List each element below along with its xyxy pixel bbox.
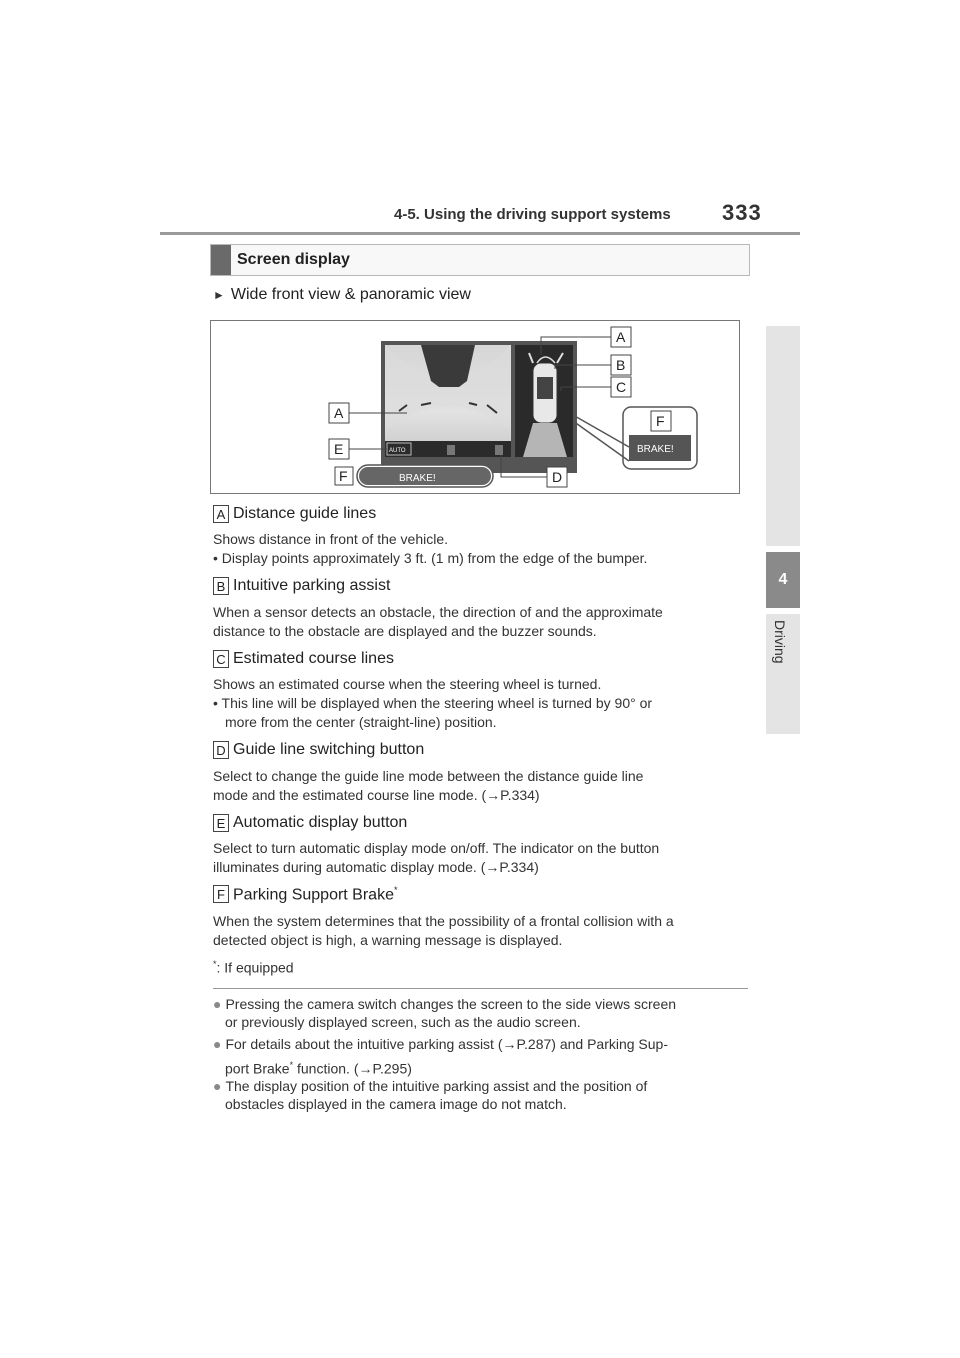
item-body-d-2: mode and the estimated course line mode. (→P.334) <box>213 787 540 803</box>
note-3-line-1: The display position of the intuitive parking assist and the position of <box>225 1078 648 1094</box>
callout-d: D <box>552 469 563 485</box>
item-body-a: Shows distance in front of the vehicle. <box>213 531 449 547</box>
callout-c: C <box>616 379 627 395</box>
note-1 <box>213 995 753 1031</box>
brake-label-bottom: BRAKE! <box>399 473 436 484</box>
item-title-f-wrap <box>233 885 398 904</box>
camera-screen-illustration <box>211 321 739 493</box>
chapter-label: Driving <box>772 620 788 664</box>
callout-e: E <box>334 441 344 457</box>
callout-a-top: A <box>616 329 626 345</box>
camera-screen-figure <box>210 320 740 494</box>
note-2-asterisk: * <box>289 1060 294 1070</box>
view-title-text: Wide front view & panoramic view <box>230 286 471 303</box>
footnote-text: : If equipped <box>216 959 294 976</box>
item-badge-c: C <box>213 650 229 668</box>
callout-f-bottom: F <box>339 468 348 484</box>
asterisk-f: * <box>393 885 398 895</box>
note-2-line-2a: port Brake <box>225 1060 290 1077</box>
item-title-d: Guide line switching button <box>233 741 425 758</box>
item-badge-b: B <box>213 577 229 595</box>
view-title <box>213 286 471 304</box>
footnote <box>213 955 294 978</box>
item-bullet-c-1: • This line will be displayed when the steering wheel is turned by 90° or <box>213 695 653 711</box>
guide-switch-button <box>495 445 503 455</box>
callout-b: B <box>616 357 626 373</box>
section-title-box <box>210 244 750 276</box>
item-body-b-2: distance to the obstacle are displayed and the buzzer sounds. <box>213 623 597 639</box>
arrow-right-icon: ► <box>213 288 225 302</box>
header-divider <box>160 232 800 235</box>
note-1-line-2: or previously displayed screen, such as the audio screen. <box>225 1014 581 1030</box>
item-title-f: Parking Support Brake <box>233 886 394 904</box>
view-icon-1 <box>447 445 455 455</box>
page-number: 333 <box>722 200 762 225</box>
note-bullet-2: ● <box>213 1036 222 1052</box>
brake-label-right: BRAKE! <box>637 444 674 455</box>
item-bullet-c-2: more from the center (straight-line) position. <box>225 714 497 730</box>
item-title-c: Estimated course lines <box>233 650 394 667</box>
section-title: Screen display <box>237 251 350 268</box>
footnote-asterisk: * <box>213 959 217 969</box>
section-header: 4-5. Using the driving support systems <box>394 206 671 223</box>
note-3 <box>213 1077 753 1113</box>
item-body-f-1: When the system determines that the possibility of a frontal collision with a <box>213 913 674 929</box>
note-2 <box>213 1035 753 1078</box>
callout-f-right: F <box>656 413 665 429</box>
note-bullet-1: ● <box>213 996 222 1012</box>
item-body-c: Shows an estimated course when the steering wheel is turned. <box>213 676 602 692</box>
item-bullet-a: • Display points approximately 3 ft. (1 m) from the edge of the bumper. <box>213 550 648 566</box>
notes-divider <box>213 988 748 989</box>
item-body-f-2: detected object is high, a warning message is displayed. <box>213 932 563 948</box>
item-badge-a: A <box>213 505 229 523</box>
note-1-line-1: Pressing the camera switch changes the screen to the side views screen <box>225 996 677 1012</box>
auto-label: AUTO <box>389 448 406 454</box>
item-title-b: Intuitive parking assist <box>233 577 391 594</box>
item-title-e: Automatic display button <box>233 814 408 831</box>
note-2-line-1: For details about the intuitive parking assist (→P.287) and Parking Sup- <box>225 1036 669 1052</box>
item-badge-d: D <box>213 741 229 759</box>
item-title-a: Distance guide lines <box>233 505 377 522</box>
callout-a-left: A <box>334 405 344 421</box>
note-bullet-3: ● <box>213 1078 222 1094</box>
note-2-line-2b: function. (→P.295) <box>293 1060 412 1077</box>
section-title-bar <box>211 245 231 275</box>
item-body-b-1: When a sensor detects an obstacle, the direction of and the approximate <box>213 604 663 620</box>
side-tab-strip <box>766 326 800 546</box>
item-body-d-1: Select to change the guide line mode between the distance guide line <box>213 768 644 784</box>
item-body-e-2: illuminates during automatic display mode. (→P.334) <box>213 859 539 875</box>
note-3-line-2: obstacles displayed in the camera image do not match. <box>225 1096 567 1112</box>
item-badge-e: E <box>213 814 229 832</box>
item-badge-f: F <box>213 885 229 903</box>
item-body-e-1: Select to turn automatic display mode on/off. The indicator on the button <box>213 840 660 856</box>
chapter-tab: 4 <box>766 552 800 608</box>
